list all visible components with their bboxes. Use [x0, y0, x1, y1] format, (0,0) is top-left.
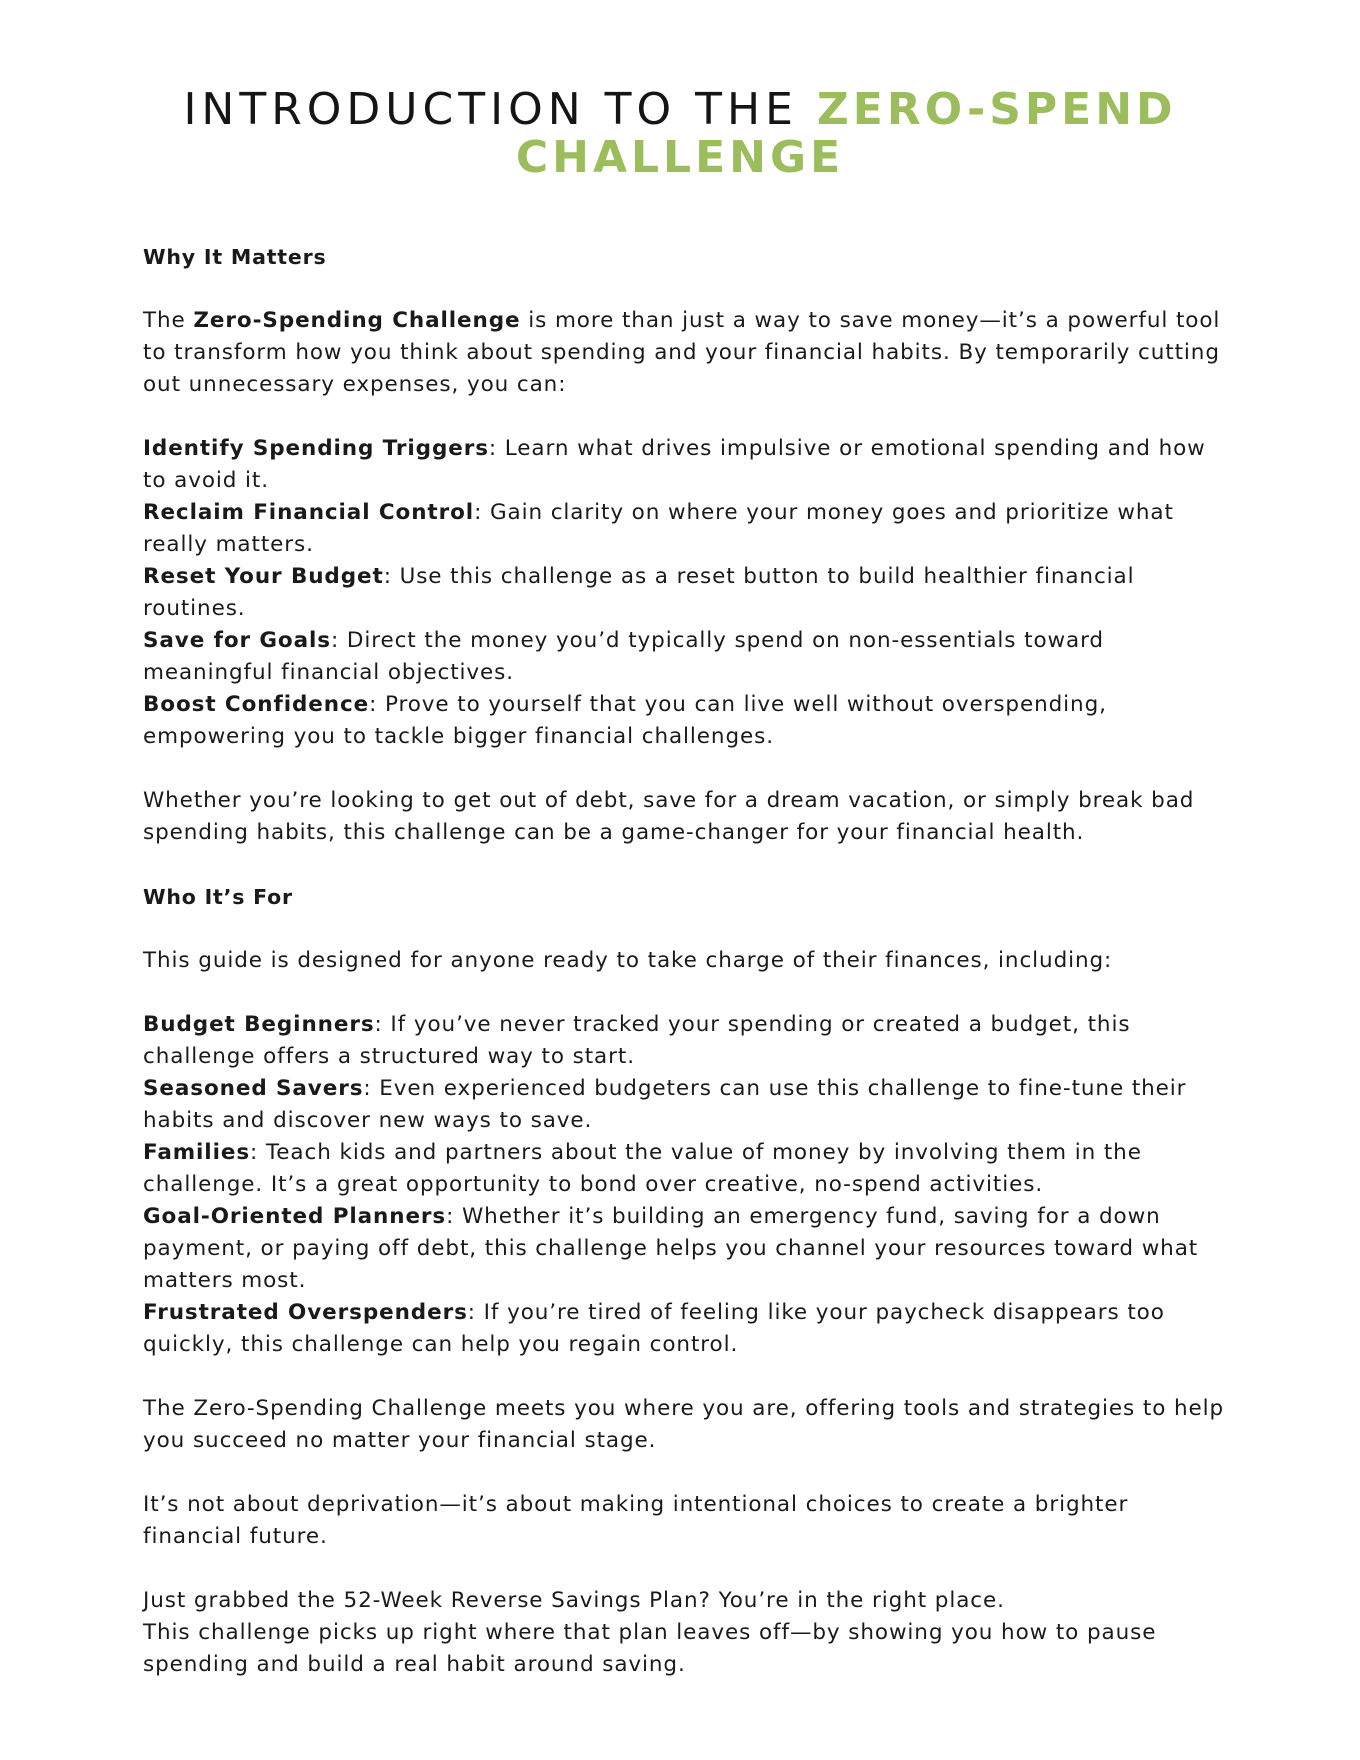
benefit-item: [143, 561, 1233, 625]
audience-text: : Whether it’s building an emergency fund, saving for a down payment, or paying off debt, this challenge helps you channel your resources toward what matters most.: [143, 1204, 1199, 1293]
closing-paragraph-3-line-1: Just grabbed the 52-Week Reverse Savings Plan? You’re in the right place.: [143, 1588, 1005, 1613]
benefit-text: : Direct the money you’d typically spend on non-essentials toward meaningful financial objectives.: [143, 628, 1104, 685]
audience-term: Budget Beginners: [143, 1012, 375, 1037]
audience-text: : If you’ve never tracked your spending or created a budget, this challenge offers a structured way to start.: [143, 1012, 1131, 1069]
why-intro-paragraph: [143, 305, 1233, 401]
benefit-text: : Learn what drives impulsive or emotional spending and how to avoid it.: [143, 436, 1206, 493]
why-intro-bold: Zero-Spending Challenge: [193, 308, 521, 333]
benefit-term: Identify Spending Triggers: [143, 436, 489, 461]
benefit-item: [143, 625, 1233, 689]
title-accent: ZERO-SPEND CHALLENGE: [515, 84, 1177, 183]
benefit-item: [143, 689, 1233, 753]
closing-paragraph-3-line-2: This challenge picks up right where that plan leaves off—by showing you how to pause spending and build a real habit around saving.: [143, 1620, 1157, 1677]
audience-text: : If you’re tired of feeling like your paycheck disappears too quickly, this challenge can help you regain control.: [143, 1300, 1165, 1357]
who-intro-paragraph: This guide is designed for anyone ready to take charge of their finances, including:: [143, 948, 1113, 973]
benefit-term: Boost Confidence: [143, 692, 370, 717]
why-closing-paragraph: Whether you’re looking to get out of debt, save for a dream vacation, or simply break bad spending habits, this challenge can be a game-changer for your financial health.: [143, 788, 1195, 845]
audience-item: [143, 1073, 1233, 1137]
audience-item: [143, 1201, 1233, 1297]
benefit-text: : Use this challenge as a reset button to build healthier financial routines.: [143, 564, 1135, 621]
audience-item: [143, 1297, 1233, 1361]
audience-term: Seasoned Savers: [143, 1076, 364, 1101]
benefit-term: Reset Your Budget: [143, 564, 384, 589]
benefit-text: : Gain clarity on where your money goes and prioritize what really matters.: [143, 500, 1174, 557]
benefit-term: Reclaim Financial Control: [143, 500, 475, 525]
page-title: [100, 86, 1260, 182]
title-prefix: INTRODUCTION TO THE: [183, 84, 817, 135]
who-its-for-heading: Who It’s For: [143, 885, 293, 909]
audience-term: Goal-Oriented Planners: [143, 1204, 447, 1229]
why-it-matters-heading: Why It Matters: [143, 245, 327, 269]
audience-item: [143, 1137, 1233, 1201]
closing-paragraph-2: It’s not about deprivation—it’s about making intentional choices to create a brighter financial future.: [143, 1492, 1129, 1549]
audience-term: Families: [143, 1140, 251, 1165]
audience-text: : Even experienced budgeters can use this challenge to fine-tune their habits and discover new ways to save.: [143, 1076, 1187, 1133]
audience-text: : Teach kids and partners about the value of money by involving them in the challenge. It’s a great opportunity to bond over creative, no-spend activities.: [143, 1140, 1142, 1197]
benefit-item: [143, 433, 1233, 497]
document-body: [143, 241, 1233, 1681]
why-intro-after: is more than just a way to save money—it’s a powerful tool to transform how you think about spending and your financial habits. By temporarily cutting out unnecessary expenses, you can:: [143, 308, 1221, 397]
why-intro-before: The: [143, 308, 194, 333]
benefit-text: : Prove to yourself that you can live well without overspending, empowering you to tackle bigger financial challenges.: [143, 692, 1107, 749]
closing-paragraph-1: The Zero-Spending Challenge meets you where you are, offering tools and strategies to help you succeed no matter your financial stage.: [143, 1396, 1225, 1453]
audience-item: [143, 1009, 1233, 1073]
benefit-item: [143, 497, 1233, 561]
audience-term: Frustrated Overspenders: [143, 1300, 468, 1325]
benefit-term: Save for Goals: [143, 628, 331, 653]
